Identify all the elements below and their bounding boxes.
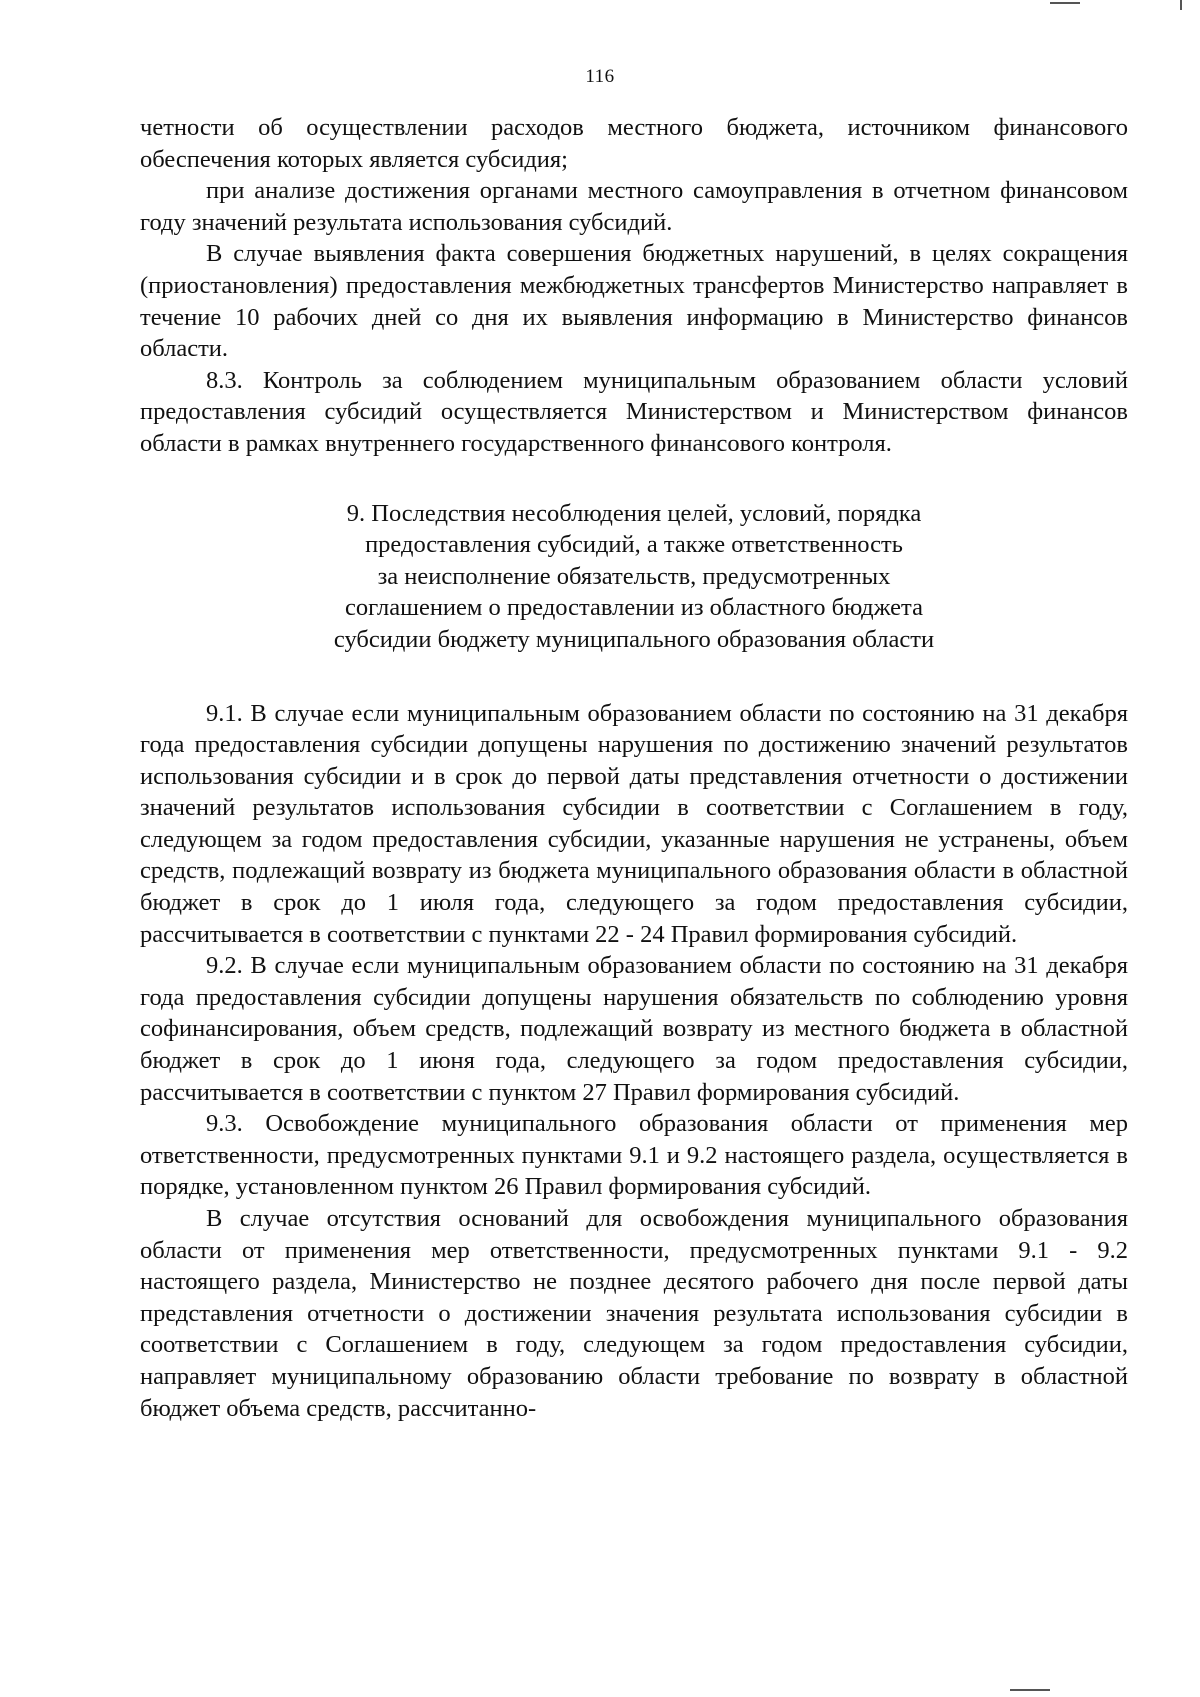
- document-body: [140, 112, 1128, 1424]
- section-title-line: субсидии бюджету муниципального образования области: [333, 625, 935, 653]
- paragraph: В случае отсутствия оснований для освобождения муниципального образования области от применения мер ответственности, предусмотренных пунктами 9.1 - 9.2 настоящего раздела, Министерство не позднее десятого рабочего дня после первой даты представления отчетности о достижении значения результата использования субсидии в соответствии с Соглашением в году, следующем за годом предоставления субсидии, направляет муниципальному образованию области требование по возврату в областной бюджет объема средств, рассчитанно-: [140, 1205, 1128, 1422]
- section-title-line: за неисполнение обязательств, предусмотренных: [377, 562, 891, 590]
- paragraph: при анализе достижения органами местного самоуправления в отчетном финансовом году значений результата использования субсидий.: [140, 177, 1128, 236]
- section-title-line: 9. Последствия несоблюдения целей, условий, порядка: [346, 499, 922, 527]
- section-title: [140, 498, 1128, 656]
- paragraph-continuation: четности об осуществлении расходов местного бюджета, источником финансового обеспечения которых является субсидия;: [140, 114, 1128, 173]
- page-number: 116: [585, 66, 615, 87]
- paragraph-8-3: 8.3. Контроль за соблюдением муниципальным образованием области условий предоставления субсидий осуществляется Министерством и Министерством финансов области в рамках внутреннего государственного финансового контроля.: [140, 366, 1128, 457]
- paragraph-9-3: 9.3. Освобождение муниципального образования области от применения мер ответственности, предусмотренных пунктами 9.1 и 9.2 настоящего раздела, осуществляется в порядке, установленном пунктом 26 Правил формирования субсидий.: [140, 1110, 1128, 1201]
- paragraph-9-1: 9.1. В случае если муниципальным образованием области по состоянию на 31 декабря года предоставления субсидии допущены нарушения по достижению значений результатов использования субсидии и в срок до первой даты представления отчетности о достижении значений результатов использования субсидии в соответствии с Соглашением в году, следующем за годом предоставления субсидии, указанные нарушения не устранены, объем средств, подлежащий возврату из бюджета муниципального образования области в областной бюджет в срок до 1 июля года, следующего за годом предоставления субсидии, рассчитывается в соответствии с пунктами 22 - 24 Правил формирования субсидий.: [140, 699, 1128, 948]
- section-title-line: предоставления субсидий, а также ответственность: [365, 531, 903, 559]
- scan-edge-mark: [1180, 0, 1182, 10]
- paragraph: В случае выявления факта совершения бюджетных нарушений, в целях сокращения (приостановления) предоставления межбюджетных трансфертов Министерство направляет в течение 10 рабочих дней со дня их выявления информацию в Министерство финансов области.: [140, 240, 1128, 363]
- scan-edge-mark: [1050, 2, 1080, 4]
- section-title-line: соглашением о предоставлении из областного бюджета: [345, 594, 923, 622]
- scan-edge-mark: [1010, 1689, 1050, 1691]
- paragraph-9-2: 9.2. В случае если муниципальным образованием области по состоянию на 31 декабря года предоставления субсидии допущены нарушения обязательств по соблюдению уровня софинансирования, объем средств, подлежащий возврату из местного бюджета в областной бюджет в срок до 1 июня года, следующего за годом предоставления субсидии, рассчитывается в соответствии с пунктом 27 Правил формирования субсидий.: [140, 952, 1128, 1106]
